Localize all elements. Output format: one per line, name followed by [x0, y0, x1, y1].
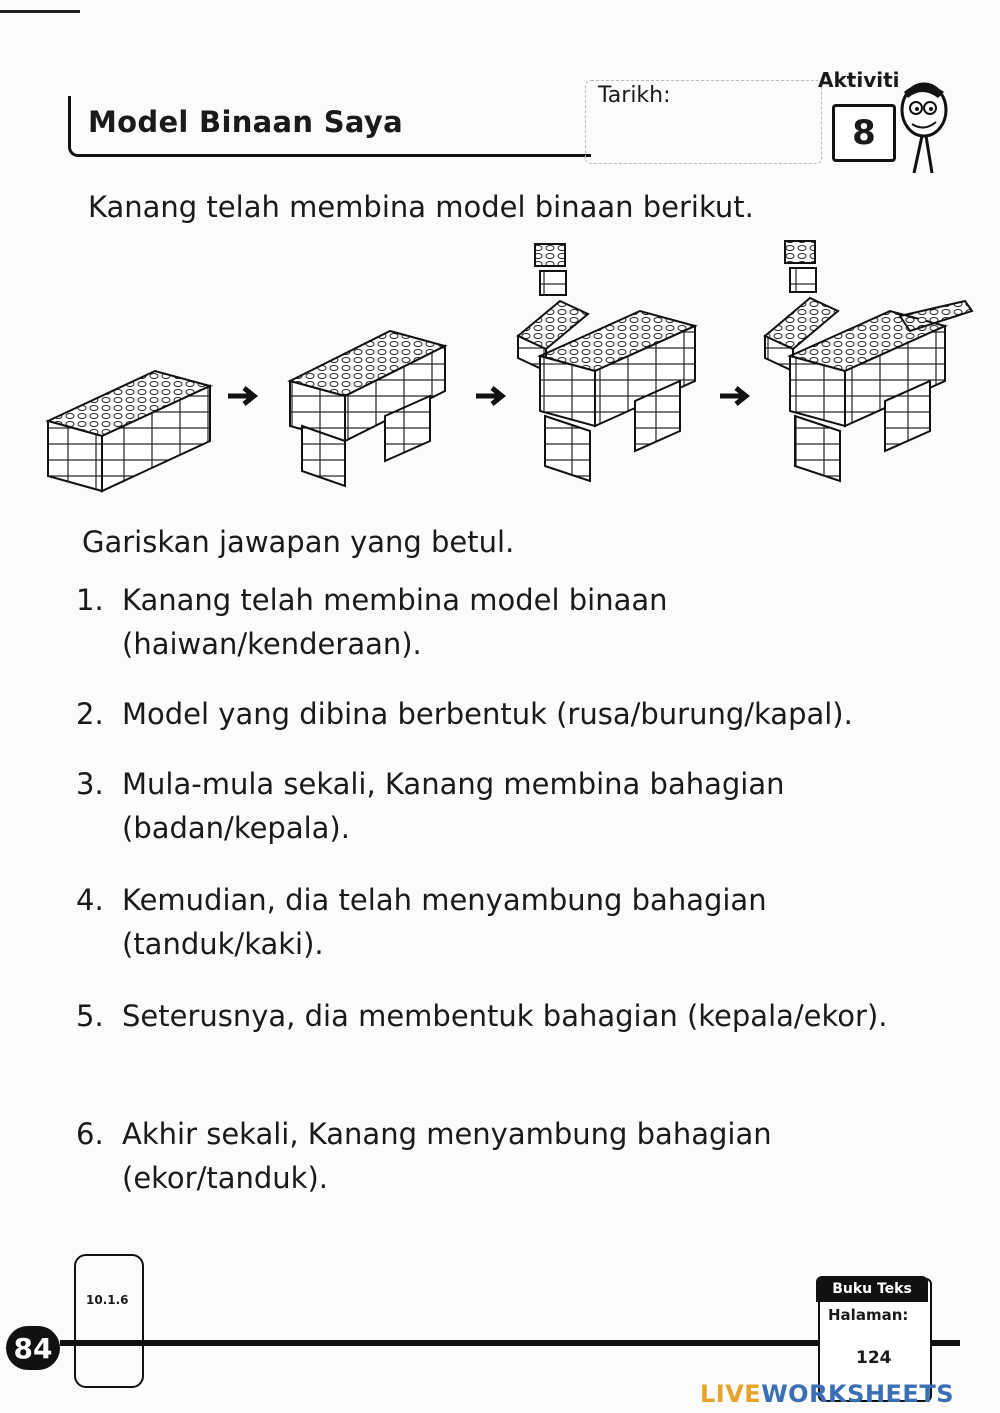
activity-number: 8	[832, 104, 896, 162]
question-text[interactable]: Seterusnya, dia membentuk bahagian (kepala/ekor).	[122, 999, 888, 1033]
question-number: 5.	[76, 999, 104, 1033]
lego-stage-2-icon	[290, 331, 445, 486]
question-number: 3.	[76, 767, 104, 801]
textbook-page-number: 124	[856, 1348, 892, 1368]
lego-stage-4-icon	[765, 241, 972, 481]
liveworksheets-watermark: LIVEWORKSHEETS	[700, 1380, 954, 1408]
standard-code-box	[74, 1254, 144, 1388]
intro-text: Kanang telah membina model binaan berikut.	[88, 190, 754, 224]
lego-build-sequence	[40, 236, 980, 506]
question-text[interactable]: Kemudian, dia telah menyambung bahagian (tanduk/kaki).	[122, 883, 767, 961]
arrow-right-icon	[228, 388, 254, 404]
lego-stage-3-icon	[518, 244, 695, 481]
textbook-tag: Buku Teks	[816, 1276, 928, 1302]
question-text[interactable]: Kanang telah membina model binaan (haiwan/kenderaan).	[122, 583, 668, 661]
question-text[interactable]: Akhir sekali, Kanang menyambung bahagian (ekor/tanduk).	[122, 1117, 772, 1195]
question-text[interactable]: Model yang dibina berbentuk (rusa/burung/kapal).	[122, 697, 853, 731]
arrow-right-icon	[476, 388, 502, 404]
textbook-page-label: Halaman:	[828, 1306, 909, 1324]
instruction-text: Gariskan jawapan yang betul.	[82, 525, 515, 559]
question-number: 1.	[76, 583, 104, 617]
top-edge-line	[0, 10, 80, 13]
question-number: 6.	[76, 1117, 104, 1151]
activity-label: Aktiviti	[818, 68, 900, 92]
question-number: 4.	[76, 883, 104, 917]
mascot-icon	[892, 78, 952, 178]
page-number: 84	[6, 1326, 60, 1370]
standard-code: 10.1.6	[86, 1293, 129, 1307]
question-text[interactable]: Mula-mula sekali, Kanang membina bahagian (badan/kepala).	[122, 767, 785, 845]
page-title: Model Binaan Saya	[88, 105, 403, 139]
lego-stage-1-icon	[48, 371, 210, 491]
date-label: Tarikh:	[598, 83, 671, 108]
question-number: 2.	[76, 697, 104, 731]
arrow-right-icon	[720, 388, 746, 404]
